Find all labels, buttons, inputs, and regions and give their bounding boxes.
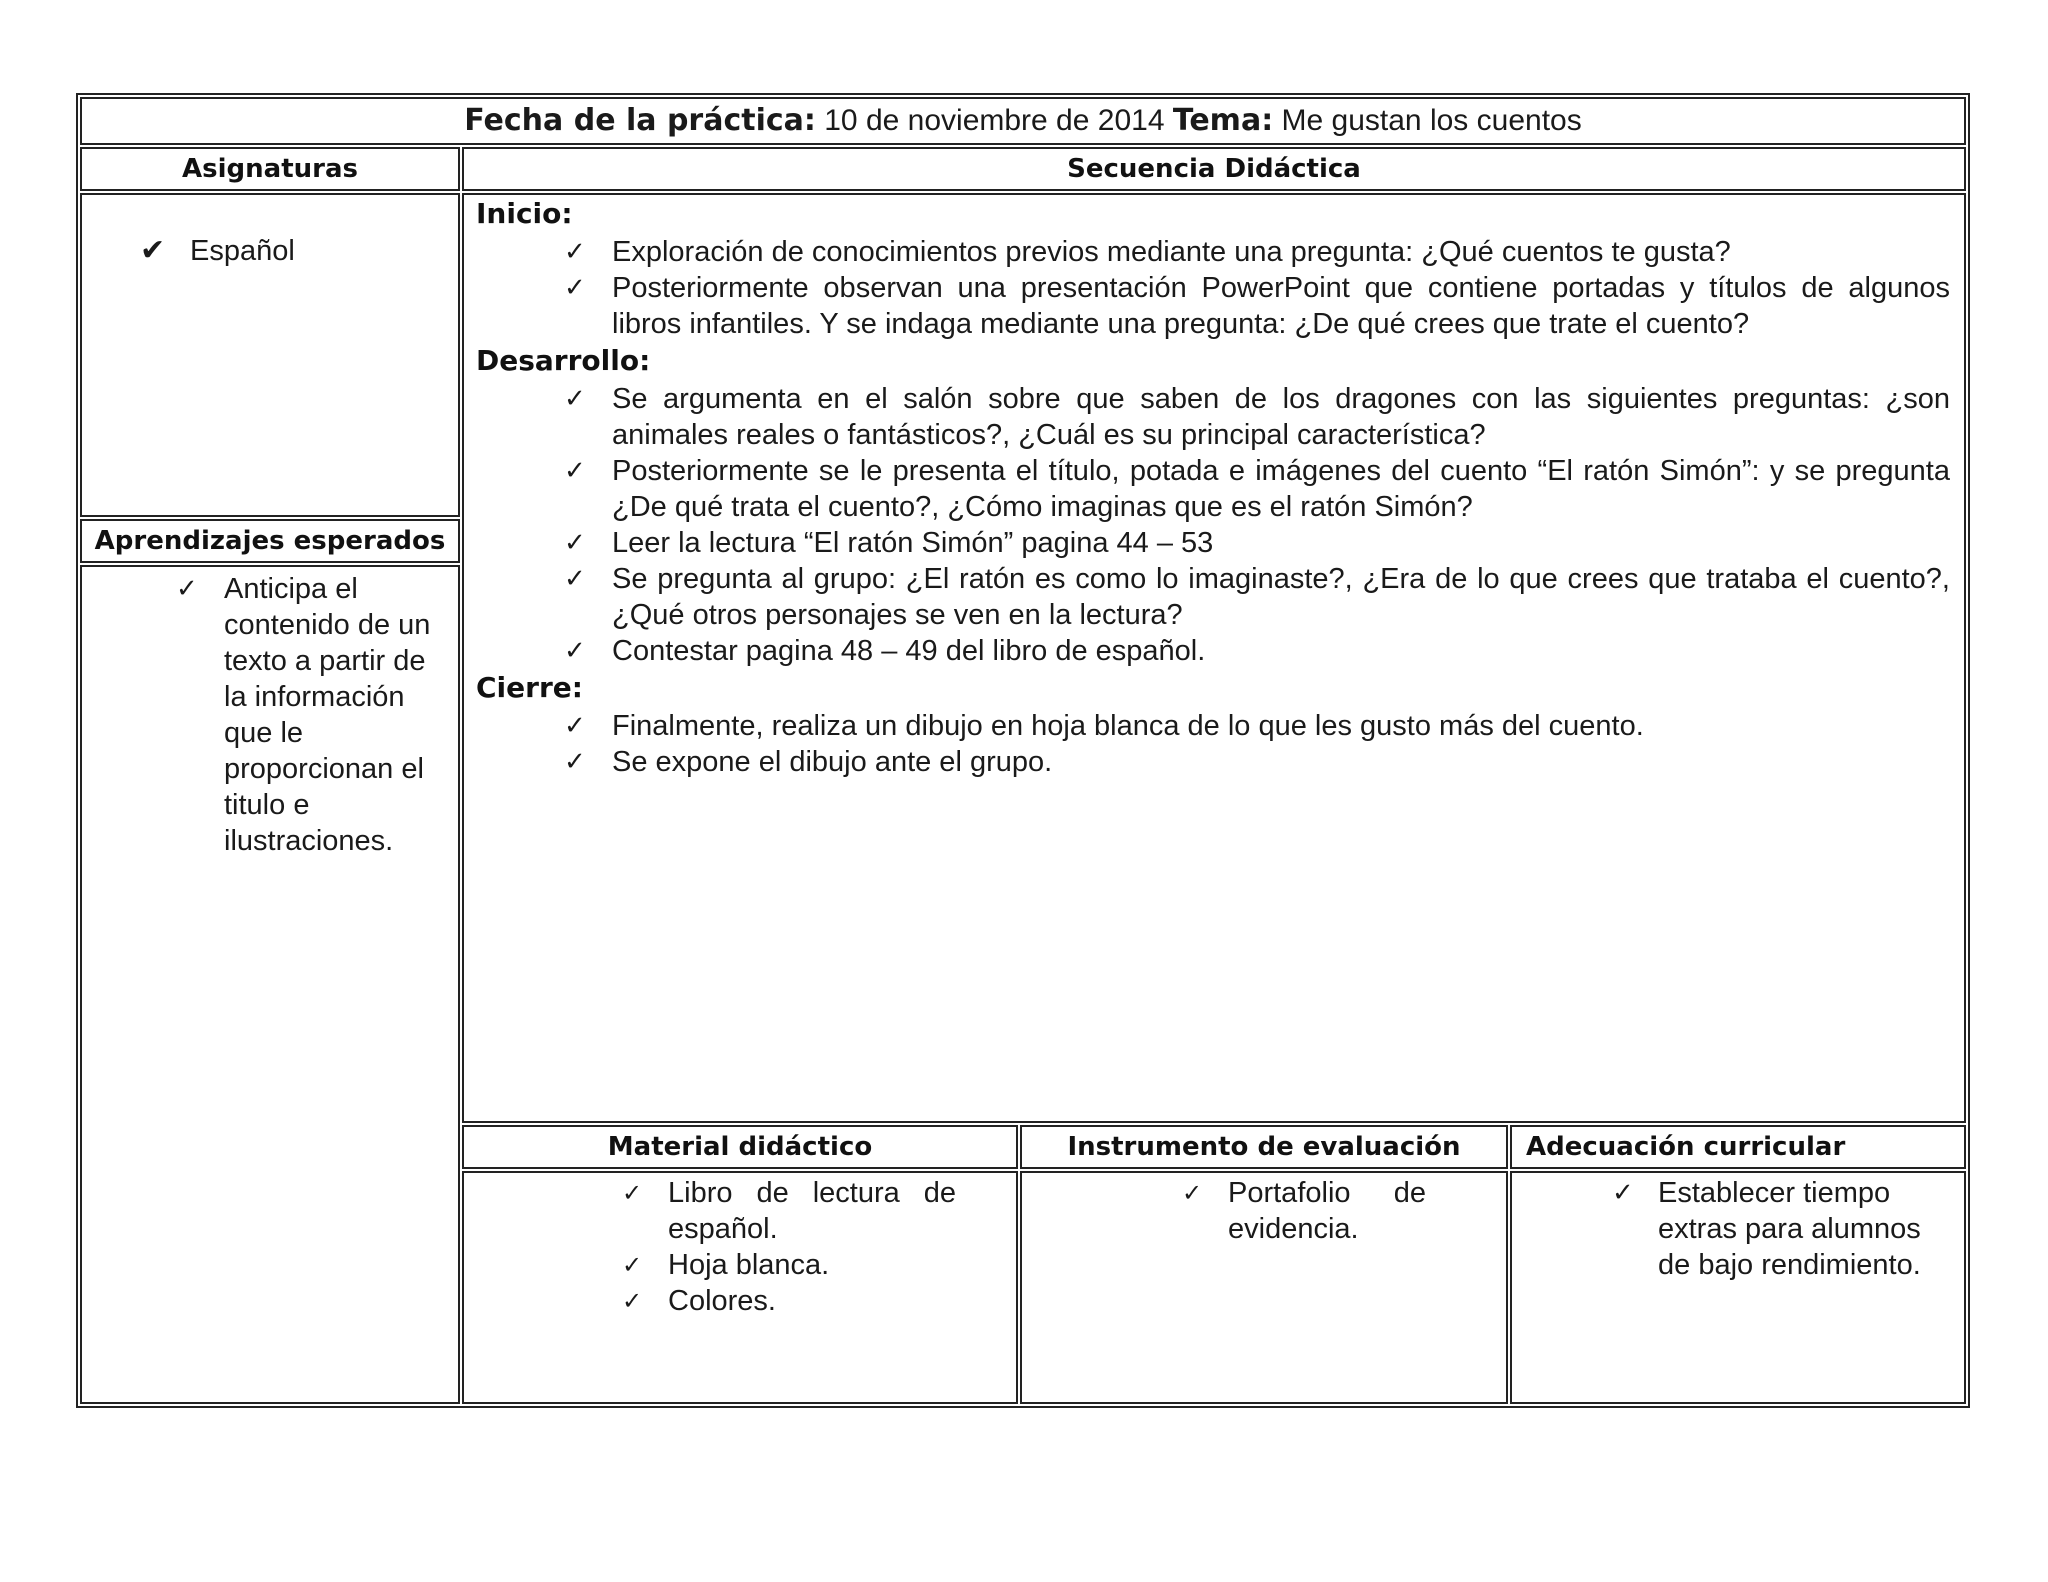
check-icon: ✓ bbox=[564, 747, 586, 777]
list-item: ✓ Hoja blanca. bbox=[622, 1249, 830, 1281]
list-item: ✓ Finalmente, realiza un dibujo en hoja blanca de lo que les gusto más del cuento. bbox=[564, 710, 1644, 742]
aprendizajes-content bbox=[80, 565, 460, 1404]
material-header bbox=[462, 1125, 1018, 1169]
list-item: ✓ Se pregunta al grupo: ¿El ratón es como lo imaginaste?, ¿Era de lo que crees que trataba el cuento?, ¿Qué otros personajes se ven en la lectura? bbox=[564, 563, 1950, 631]
cierre-label: Cierre: bbox=[476, 671, 583, 704]
check-icon: ✓ bbox=[176, 574, 198, 604]
list-item: ✓ Portafolio de evidencia. bbox=[1182, 1177, 1426, 1245]
desarrollo-label: Desarrollo: bbox=[476, 344, 651, 377]
list-item: ✓ Libro de lectura de español. bbox=[622, 1177, 956, 1245]
aprendizaje-item: ✓ Anticipa el contenido de un texto a partir de la información que le proporcionan el titulo e ilustraciones. bbox=[176, 573, 431, 857]
instrumento-header bbox=[1020, 1125, 1508, 1169]
list-item: ✓ Posteriormente observan una presentación PowerPoint que contiene portadas y títulos de algunos libros infantiles. Y se indaga mediante una pregunta: ¿De qué crees que trate el cuento? bbox=[564, 272, 1950, 340]
asignaturas-header bbox=[80, 147, 460, 191]
list-item: ✓ Leer la lectura “El ratón Simón” pagina 44 – 53 bbox=[564, 527, 1214, 559]
aprendizajes-header bbox=[80, 519, 460, 563]
list-item: ✓ Posteriormente se le presenta el título, potada e imágenes del cuento “El ratón Simón”: y se pregunta ¿De qué trata el cuento?, ¿Cómo imaginas que es el ratón Simón? bbox=[564, 455, 1950, 523]
list-item: ✓ Se argumenta en el salón sobre que saben de los dragones con las siguientes preguntas: ¿son animales reales o fantásticos?, ¿Cuál es su principal característica? bbox=[564, 383, 1950, 451]
secuencia-content bbox=[462, 193, 1966, 1123]
aprendizajes-title: Aprendizajes esperados bbox=[94, 526, 446, 556]
instrumento-content bbox=[1020, 1171, 1508, 1404]
check-icon: ✓ bbox=[564, 636, 586, 666]
check-icon: ✓ bbox=[564, 384, 586, 414]
check-icon: ✓ bbox=[1612, 1178, 1634, 1208]
tema-label: Tema: bbox=[1172, 103, 1274, 138]
asignatura-item: ✔ Español bbox=[140, 233, 295, 268]
adecuacion-header bbox=[1510, 1125, 1966, 1169]
asignaturas-title: Asignaturas bbox=[182, 154, 358, 184]
check-icon: ✓ bbox=[622, 1287, 643, 1315]
inicio-label: Inicio: bbox=[476, 197, 573, 230]
check-icon: ✓ bbox=[564, 711, 586, 741]
fecha-value: 10 de noviembre de 2014 bbox=[824, 104, 1165, 137]
check-icon: ✓ bbox=[1182, 1179, 1203, 1207]
check-icon: ✓ bbox=[564, 273, 586, 303]
list-item: ✓ Contestar pagina 48 – 49 del libro de español. bbox=[564, 635, 1206, 667]
material-content bbox=[462, 1171, 1018, 1404]
cierre-list bbox=[464, 708, 1964, 780]
adecuacion-content bbox=[1510, 1171, 1966, 1404]
secuencia-header bbox=[462, 147, 1966, 191]
check-icon: ✓ bbox=[564, 456, 586, 486]
desarrollo-list bbox=[464, 381, 1964, 669]
fecha-label: Fecha de la práctica: bbox=[464, 103, 816, 138]
check-icon: ✓ bbox=[622, 1179, 643, 1207]
list-item: ✓ Exploración de conocimientos previos mediante una pregunta: ¿Qué cuentos te gusta? bbox=[564, 236, 1731, 268]
adecuacion-title: Adecuación curricular bbox=[1526, 1132, 1846, 1162]
list-item: ✓ Establecer tiempo extras para alumnos de bajo rendimiento. bbox=[1612, 1177, 1921, 1281]
inicio-list bbox=[464, 234, 1964, 342]
check-icon: ✓ bbox=[622, 1251, 643, 1279]
list-item: ✓ Colores. bbox=[622, 1285, 776, 1317]
secuencia-title: Secuencia Didáctica bbox=[1067, 154, 1361, 184]
check-icon: ✓ bbox=[564, 564, 586, 594]
asignaturas-content bbox=[80, 193, 460, 517]
check-icon: ✓ bbox=[564, 528, 586, 558]
material-title: Material didáctico bbox=[607, 1132, 873, 1162]
check-icon: ✓ bbox=[564, 237, 586, 267]
title-row bbox=[80, 97, 1966, 145]
list-item: ✓ Se expone el dibujo ante el grupo. bbox=[564, 746, 1053, 778]
check-icon: ✔ bbox=[140, 233, 166, 268]
tema-value: Me gustan los cuentos bbox=[1281, 104, 1582, 137]
instrumento-title: Instrumento de evaluación bbox=[1067, 1132, 1461, 1162]
